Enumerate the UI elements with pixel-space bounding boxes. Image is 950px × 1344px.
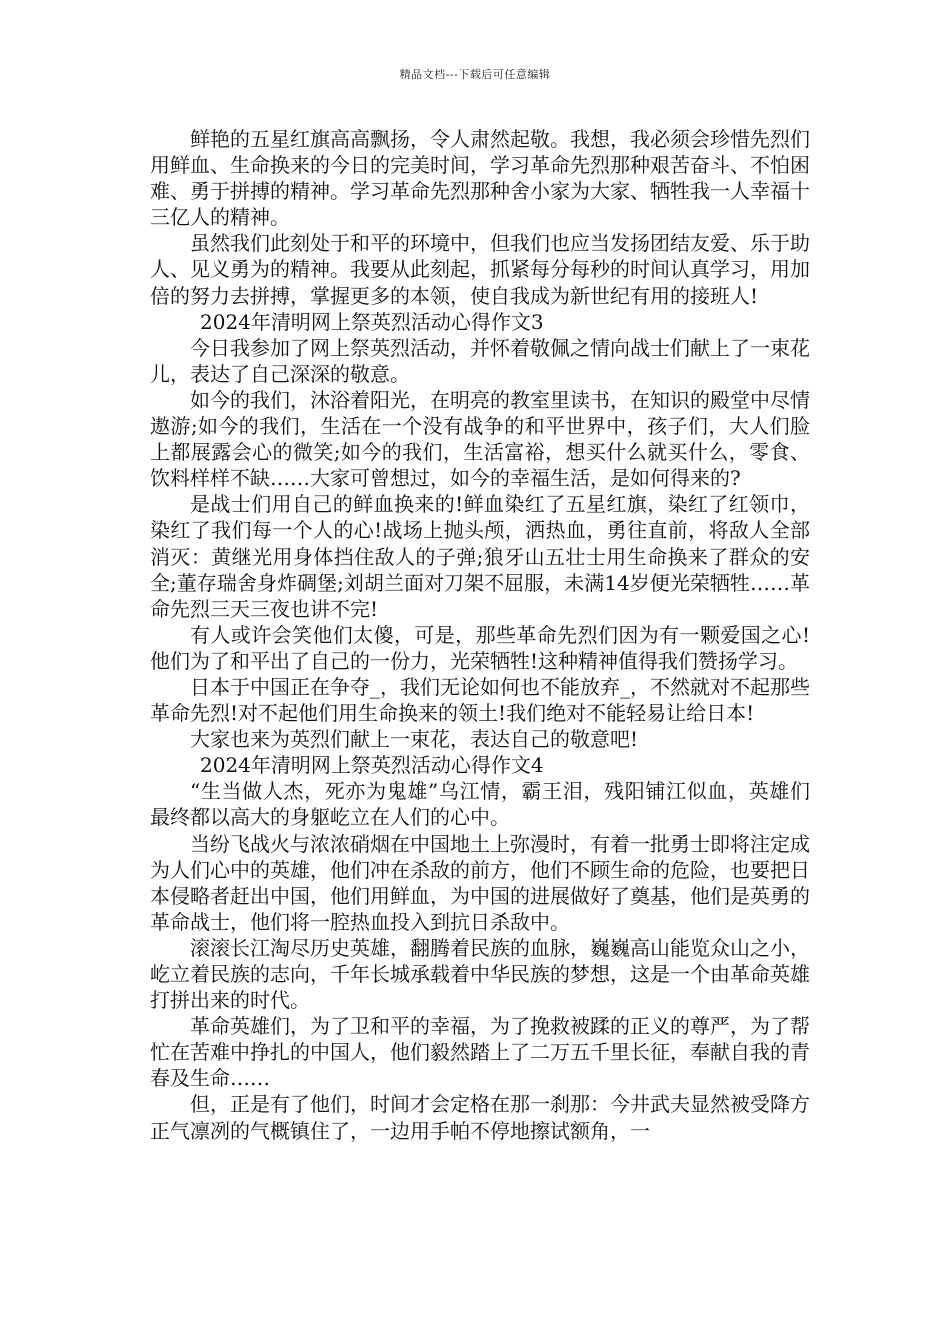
paragraph: 是战士们用自己的鲜血换来的!鲜血染红了五星红旗，染红了红领巾，染红了我们每一个人的心!战场上抛头颅，洒热血，勇往直前，将敌人全部消灭：黄继光用身体挡住敌人的子弹;狼牙山五壮士用生命换来了群众的安全;董存瑞舍身炸碉堡;刘胡兰面对刀架不屈服，未满14岁便光荣牺牲……革命先烈三天三夜也讲不完! <box>150 492 810 621</box>
paragraph: 滚滚长江淘尽历史英雄，翻腾着民族的血脉，巍巍高山能览众山之小，屹立着民族的志向，千年长城承载着中华民族的梦想，这是一个由革命英雄打拼出来的时代。 <box>150 935 810 1013</box>
paragraph: 如今的我们，沐浴着阳光，在明亮的教室里读书，在知识的殿堂中尽情遨游;如今的我们，生活在一个没有战争的和平世界中，孩子们，大人们脸上都展露会心的微笑;如今的我们，生活富裕，想买什么就买什么，零食、饮料样样不缺……大家可曾想过，如今的幸福生活，是如何得来的? <box>150 387 810 491</box>
paragraph: 今日我参加了网上祭英烈活动，并怀着敬佩之情向战士们献上了一束花儿，表达了自己深深的敬意。 <box>150 335 810 386</box>
paragraph: “生当做人杰，死亦为鬼雄”乌江情，霸王泪，残阳铺江似血，英雄们最终都以高大的身躯屹立在人们的心中。 <box>150 779 810 830</box>
paragraph: 大家也来为英烈们献上一束花，表达自己的敬意吧! <box>190 727 639 752</box>
paragraph: 革命英雄们，为了卫和平的幸福，为了挽救被蹂的正义的尊严，为了帮忙在苦难中挣扎的中国人，他们毅然踏上了二万五千里长征，奉献自我的青春及生命…… <box>150 1014 810 1091</box>
paragraph: 虽然我们此刻处于和平的环境中，但我们也应当发扬团结友爱、乐于助人、见义勇为的精神。我要从此刻起，抓紧每分每秒的时间认真学习，用加倍的努力去拼搏，掌握更多的本领，使自我成为新世纪有用的接班人! <box>150 231 810 308</box>
paragraph: 鲜艳的五星红旗高高飘扬，令人肃然起敬。我想，我必须会珍惜先烈们用鲜血、生命换来的今日的完美时间，学习革命先烈那种艰苦奋斗、不怕困难、勇于拼搏的精神。学习革命先烈那种舍小家为大家、牺牲我一人幸福十三亿人的精神。 <box>150 127 810 230</box>
paragraph: 当纷飞战火与浓浓硝烟在中国地土上弥漫时，有着一批勇士即将注定成为人们心中的英雄，他们冲在杀敌的前方，他们不顾生命的危险，也要把日本侵略者赶出中国，他们用鲜血，为中国的进展做好了奠基，他们是英勇的革命战士，他们将一腔热血投入到抗日杀敌中。 <box>150 831 810 934</box>
paragraph: 日本于中国正在争夺_，我们无论如何也不能放弃_，不然就对不起那些革命先烈!对不起他们用生命换来的领土!我们绝对不能轻易让给日本! <box>150 674 810 726</box>
document-body <box>150 126 810 1144</box>
paragraph: 有人或许会笑他们太傻，可是，那些革命先烈们因为有一颗爱国之心!他们为了和平出了自己的一份力，光荣牺牲!这种精神值得我们赞扬学习。 <box>150 622 810 673</box>
page-header: 精品文档---下载后可任意编辑 <box>399 68 551 81</box>
section-heading: 2024年清明网上祭英烈活动心得作文3 <box>200 309 544 334</box>
section-heading: 2024年清明网上祭英烈活动心得作文4 <box>200 753 544 778</box>
paragraph: 但，正是有了他们，时间才会定格在那一刹那：今井武夫显然被受降方正气凛冽的气概镇住了，一边用手帕不停地擦试额角，一 <box>150 1092 810 1143</box>
